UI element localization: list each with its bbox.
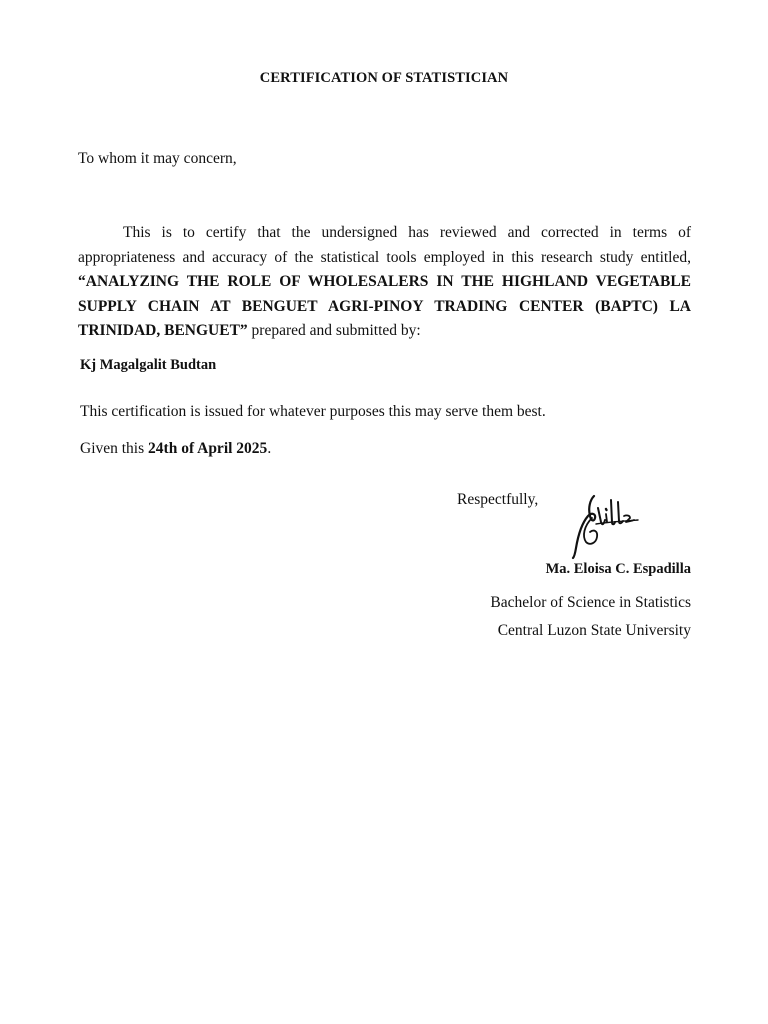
handwritten-signature <box>568 488 660 560</box>
signatory-degree: Bachelor of Science in Statistics <box>490 594 691 611</box>
given-prefix: Given this <box>80 440 149 457</box>
certification-intro: This is to certify that the undersigned has reviewed and corrected in terms of appropriateness and accuracy of the statistical tools employed in this research study entitled, <box>78 224 691 266</box>
given-date: 24th of April 2025 <box>148 440 268 457</box>
given-date-line <box>80 440 271 458</box>
closing-phrase: Respectfully, <box>457 491 539 508</box>
certification-paragraph <box>78 221 691 344</box>
signatory-institution: Central Luzon State University <box>497 622 691 639</box>
signatory-name: Ma. Eloisa C. Espadilla <box>545 561 691 577</box>
certification-outro: prepared and submitted by: <box>247 322 421 339</box>
given-suffix: . <box>267 440 272 457</box>
submitter-name: Kj Magalgalit Budtan <box>80 357 217 373</box>
signature-block <box>490 560 691 645</box>
study-title: “ANALYZING THE ROLE OF WHOLESALERS IN THE HIGHLAND VEGETABLE SUPPLY CHAIN AT BENGUET AGRI-PINOY TRADING CENTER (BAPTC) LA TRINIDAD, BENGUET” <box>78 273 691 339</box>
salutation: To whom it may concern, <box>78 150 237 167</box>
purpose-statement: This certification is issued for whatever purposes this may serve them best. <box>80 403 546 420</box>
document-title: CERTIFICATION OF STATISTICIAN <box>259 70 509 86</box>
